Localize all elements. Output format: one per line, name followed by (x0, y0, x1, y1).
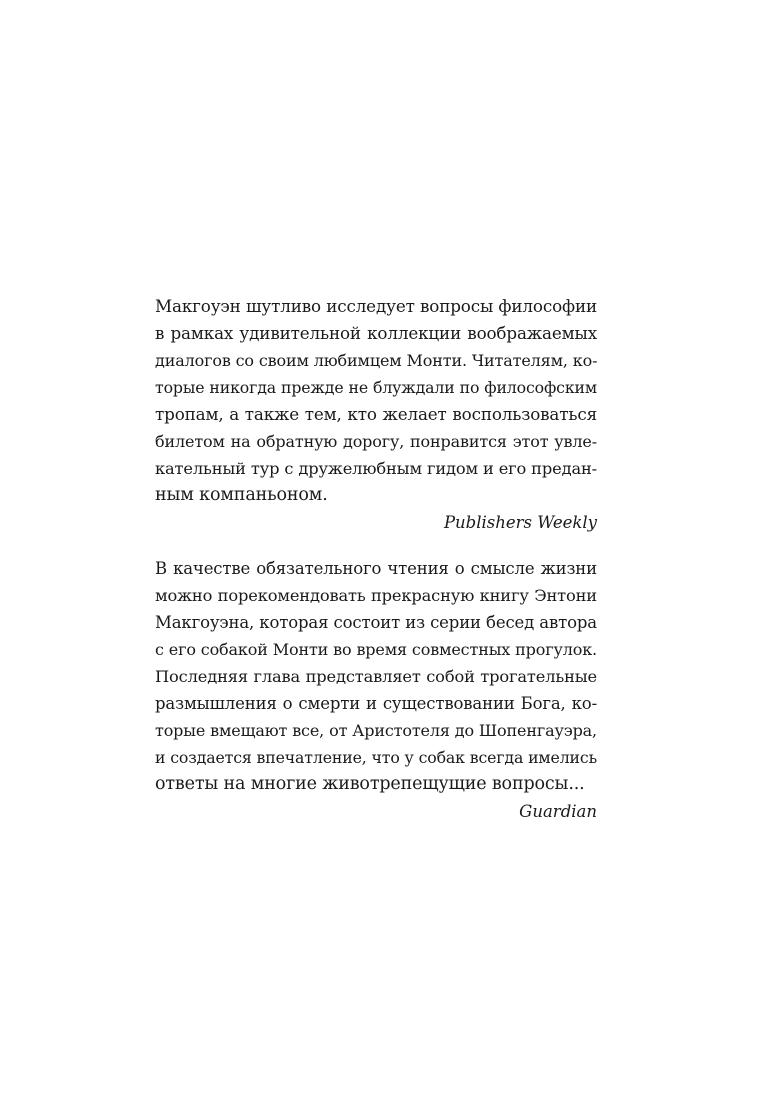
quote-line: торые никогда прежде не блуждали по философским (155, 378, 597, 397)
quote-source: Publishers Weekly (443, 513, 597, 532)
quote-line: ответы на многие животрепещущие вопросы... (155, 774, 585, 794)
quote-line: билетом на обратную дорогу, понравится этот увле- (155, 432, 597, 451)
review-quote-guardian (155, 555, 597, 826)
quote-line: с его собакой Монти во время совместных прогулок. (155, 640, 597, 659)
quote-line: Макгоуэн шутливо исследует вопросы философии (155, 296, 597, 316)
quote-line: диалогов со своим любимцем Монти. Читателям, ко- (155, 351, 598, 370)
quote-line: в рамках удивительной коллекции воображаемых (155, 323, 597, 343)
quote-line: В качестве обязательного чтения о смысле жизни (155, 559, 597, 578)
quote-line: Последняя глава представляет собой трогательные (155, 667, 597, 686)
quote-line: тропам, а также тем, кто желает воспользоваться (155, 404, 597, 424)
quote-line: Макгоуэна, которая состоит из серии бесед автора (155, 613, 597, 632)
quote-line: размышления о смерти и существовании Бога, ко- (155, 694, 597, 713)
quote-line: кательный тур с дружелюбным гидом и его предан- (155, 459, 597, 478)
quote-line: и создается впечатление, что у собак всегда имелись (155, 748, 597, 767)
quote-line: торые вмещают все, от Аристотеля до Шопенгауэра, (155, 721, 597, 740)
review-quote-publishers-weekly (155, 293, 597, 537)
quote-line: можно порекомендовать прекрасную книгу Энтони (155, 586, 597, 605)
quote-source: Guardian (519, 802, 597, 821)
quote-line: ным компаньоном. (155, 485, 328, 505)
